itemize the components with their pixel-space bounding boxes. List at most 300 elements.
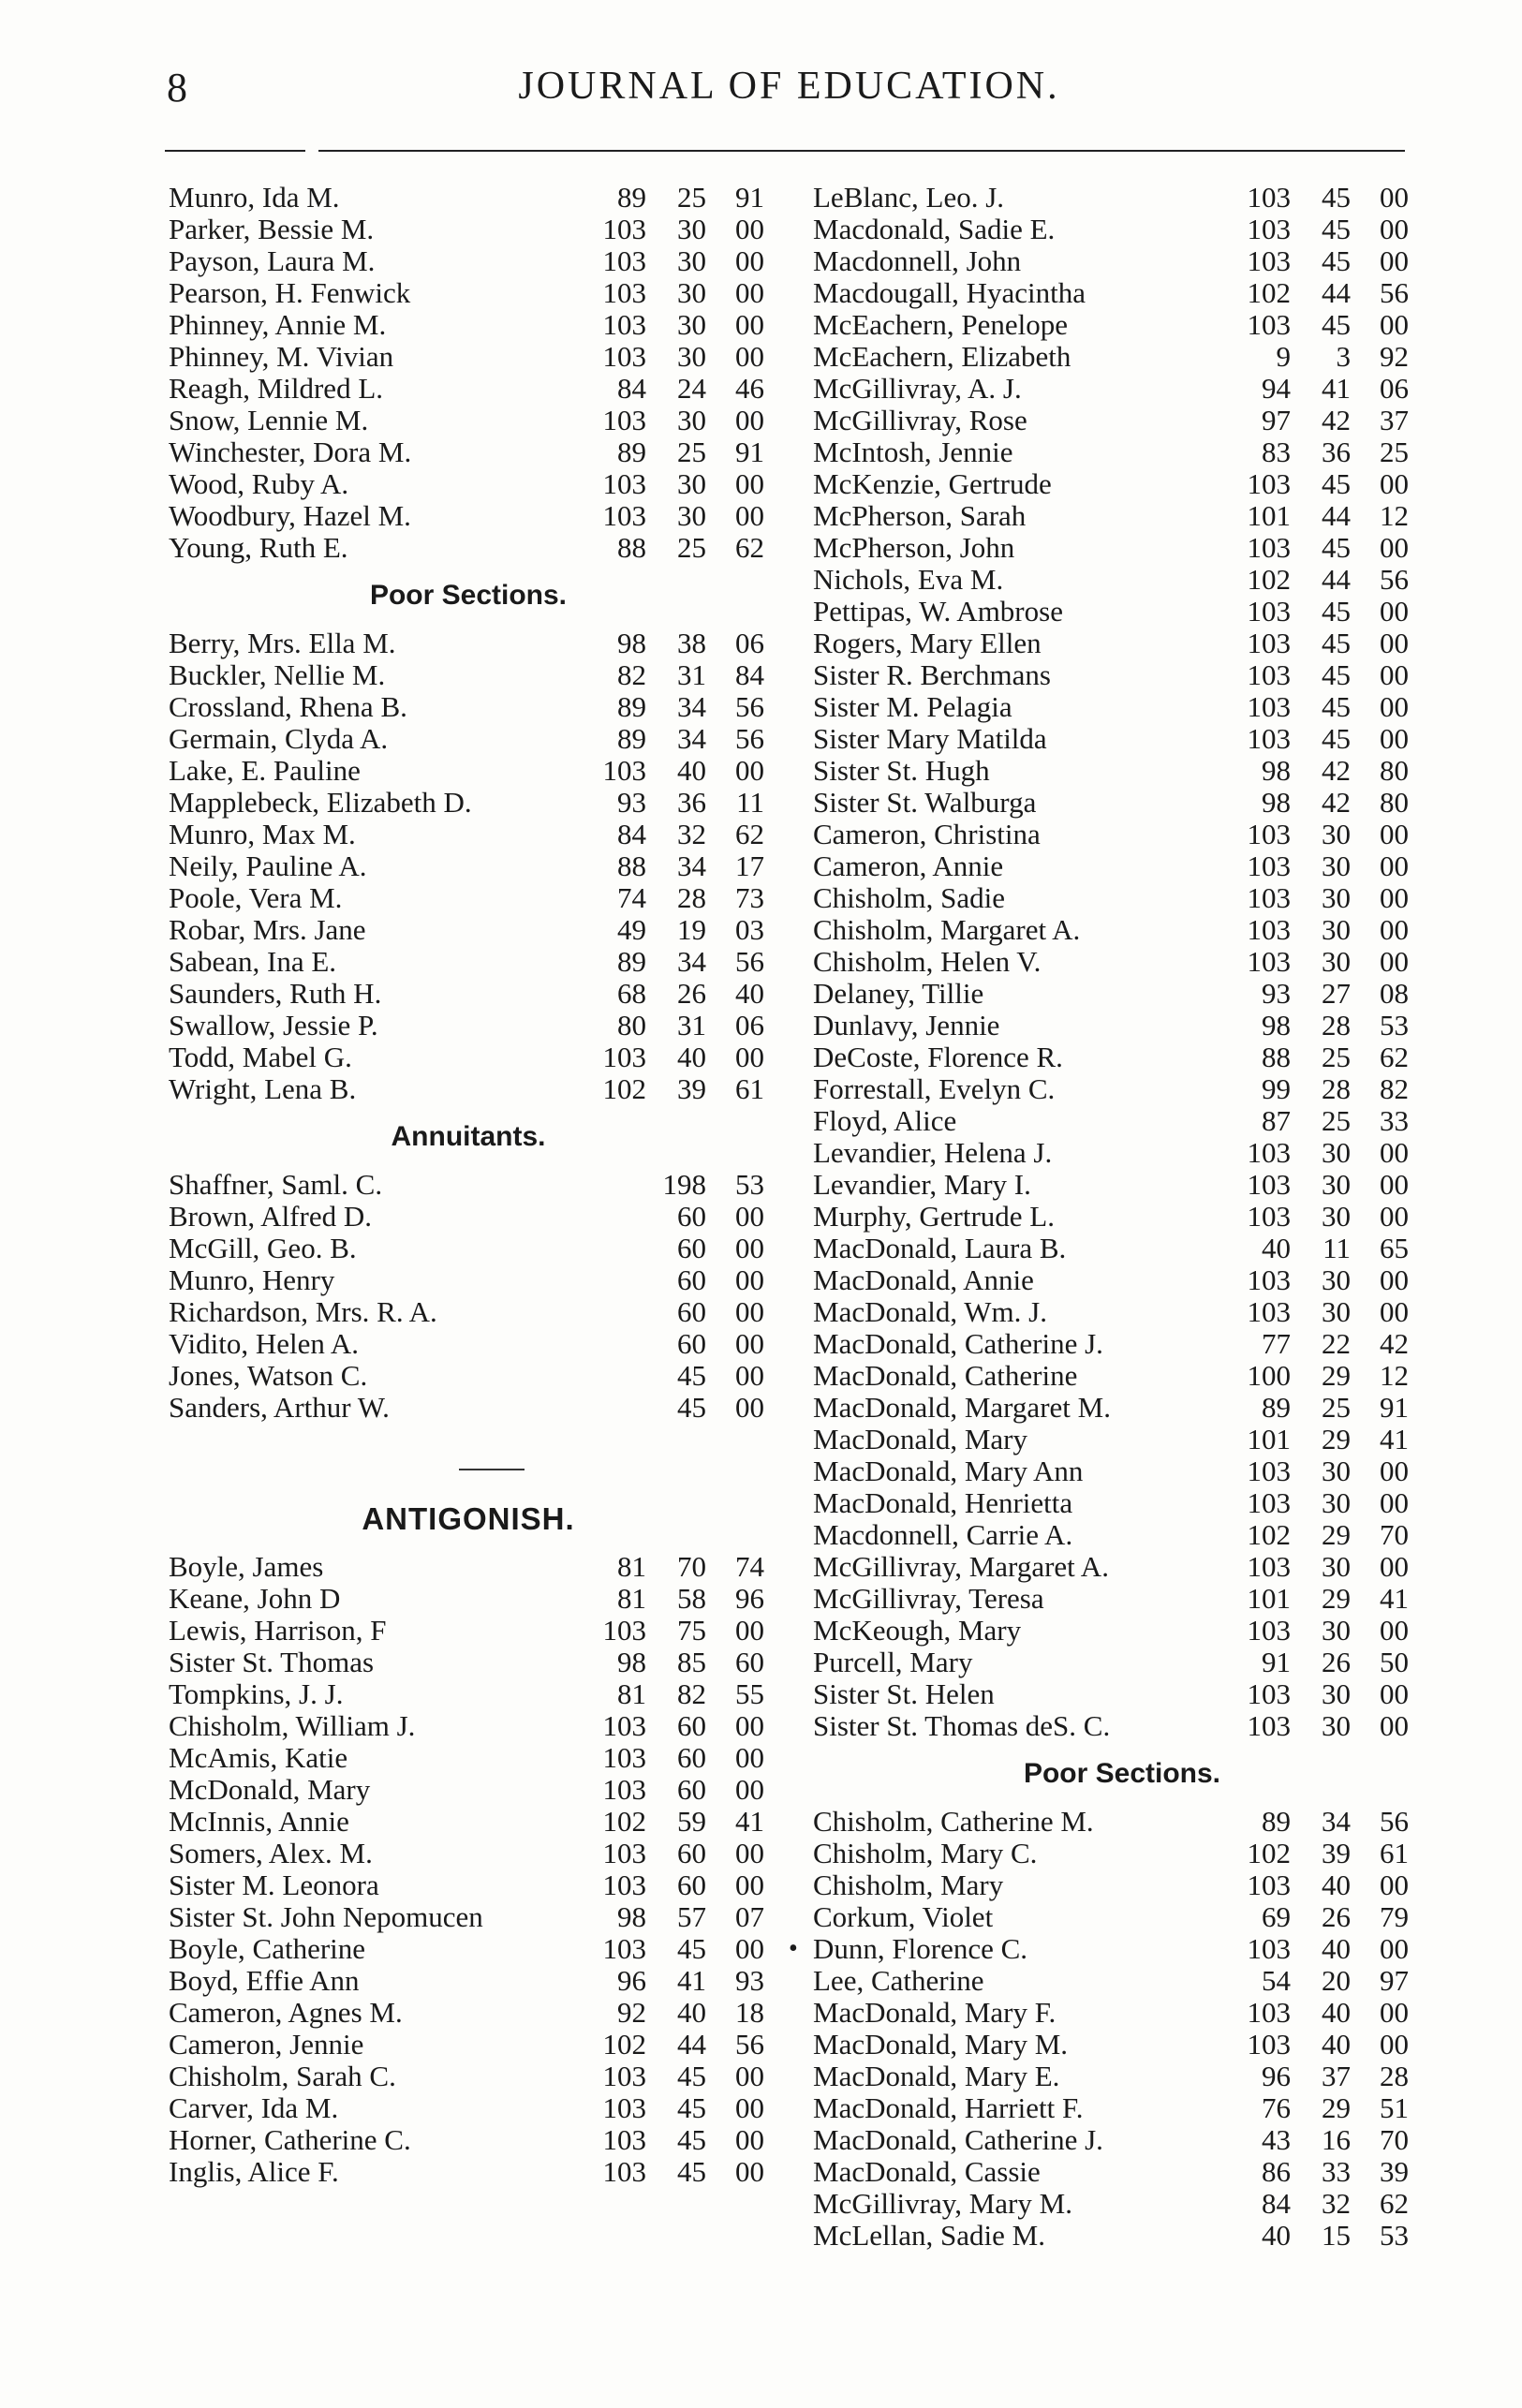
table-row	[813, 182, 1431, 214]
entry-value-2: 30	[677, 308, 706, 341]
table-row	[169, 1997, 768, 2029]
table-row	[169, 819, 768, 850]
entry-value-1: 102	[602, 1072, 646, 1105]
table-row	[813, 1806, 1431, 1838]
entry-name: McGillivray, Margaret A.	[813, 1550, 1109, 1583]
entry-name: Sister St. Thomas deS. C.	[813, 1709, 1111, 1742]
entry-value-1: 103	[602, 1614, 646, 1647]
entry-value-2: 45	[677, 1359, 706, 1392]
entry-value-3: 00	[735, 1200, 764, 1233]
entry-value-1: 89	[1262, 1805, 1291, 1838]
entry-value-1: 77	[1262, 1327, 1291, 1360]
entry-name: Cameron, Jennie	[169, 2028, 364, 2061]
entry-value-3: 00	[735, 2060, 764, 2092]
entry-name: Jones, Watson C.	[169, 1359, 368, 1392]
entry-name: Reagh, Mildred L.	[169, 372, 384, 405]
entry-value-3: 00	[735, 1773, 764, 1806]
entry-value-3: 03	[735, 913, 764, 946]
entry-value-3: 00	[1380, 308, 1409, 341]
entry-value-3: 82	[1380, 1072, 1409, 1105]
entry-name: Sister St. Helen	[813, 1677, 995, 1710]
entry-value-3: 00	[1380, 849, 1409, 882]
table-row	[813, 1551, 1431, 1583]
entry-value-1: 103	[602, 2123, 646, 2156]
entry-value-3: 06	[1380, 372, 1409, 405]
entry-value-1: 103	[602, 1741, 646, 1774]
entry-name: Shaffner, Saml. C.	[169, 1168, 383, 1201]
table-row	[813, 755, 1431, 787]
entry-name: Brown, Alfred D.	[169, 1200, 372, 1233]
entry-value-3: 62	[735, 531, 764, 564]
entry-value-3: 00	[735, 1932, 764, 1965]
entry-name: Macdougall, Hyacintha	[813, 276, 1086, 309]
entry-value-1: 103	[602, 499, 646, 532]
entry-value-3: 00	[1380, 1614, 1409, 1647]
table-row	[813, 1137, 1431, 1169]
entry-value-3: 53	[1380, 2219, 1409, 2252]
entry-name: Wood, Ruby A.	[169, 467, 349, 500]
entry-name: MacDonald, Harriett F.	[813, 2091, 1084, 2124]
entry-name: Poole, Vera M.	[169, 881, 343, 914]
entry-value-1: 103	[1247, 1136, 1291, 1169]
entry-name: MacDonald, Annie	[813, 1263, 1034, 1296]
table-row	[169, 1201, 768, 1233]
entry-value-2: 75	[677, 1614, 706, 1647]
entry-name: Chisholm, Margaret A.	[813, 913, 1081, 946]
table-row	[813, 1233, 1431, 1264]
entry-value-1: 86	[1262, 2155, 1291, 2188]
entry-value-2: 45	[1322, 213, 1351, 245]
entry-value-1: 101	[1247, 1423, 1291, 1455]
entry-name: Cameron, Agnes M.	[169, 1996, 403, 2029]
table-row	[169, 500, 768, 532]
entry-value-2: 30	[1322, 945, 1351, 978]
entry-value-3: 00	[1380, 913, 1409, 946]
table-row	[169, 405, 768, 436]
entry-value-3: 06	[735, 627, 764, 659]
section-heading: Poor Sections.	[369, 580, 568, 611]
table-row	[169, 914, 768, 946]
entry-value-2: 11	[1323, 1232, 1351, 1264]
entry-value-3: 41	[1380, 1423, 1409, 1455]
entry-name: McAmis, Katie	[169, 1741, 348, 1774]
entry-value-2: 45	[1322, 531, 1351, 564]
entry-value-2: 60	[677, 1709, 706, 1742]
entry-value-1: 103	[602, 244, 646, 277]
entry-value-2: 36	[677, 786, 706, 819]
table-row	[169, 1965, 768, 1997]
table-row	[813, 1615, 1431, 1647]
table-row	[169, 436, 768, 468]
entry-name: Phinney, Annie M.	[169, 308, 387, 341]
table-row	[169, 214, 768, 245]
entry-value-1: 89	[617, 181, 646, 214]
entry-name: Sister M. Pelagia	[813, 690, 1012, 723]
entry-name: Young, Ruth E.	[169, 531, 348, 564]
table-row	[169, 468, 768, 500]
entry-name: Nichols, Eva M.	[813, 563, 1004, 596]
entry-value-3: 00	[735, 1837, 764, 1869]
entry-value-3: 00	[735, 1709, 764, 1742]
entry-name: Dunn, Florence C.	[813, 1932, 1028, 1965]
entry-value-2: 40	[677, 1041, 706, 1073]
entry-value-2: 27	[1322, 977, 1351, 1010]
entry-value-2: 85	[677, 1646, 706, 1678]
entry-name: Pettipas, W. Ambrose	[813, 595, 1063, 628]
entry-value-1: 84	[617, 372, 646, 405]
entry-name: Mapplebeck, Elizabeth D.	[169, 786, 472, 819]
entry-value-3: 40	[735, 977, 764, 1010]
entry-name: MacDonald, Catherine J.	[813, 2123, 1103, 2156]
entry-value-1: 98	[1262, 786, 1291, 819]
entry-name: Sister Mary Matilda	[813, 722, 1047, 755]
entry-value-3: 56	[1380, 276, 1409, 309]
entry-value-2: 30	[1322, 913, 1351, 946]
entry-value-2: 44	[1322, 499, 1351, 532]
entry-value-1: 103	[602, 308, 646, 341]
entry-value-2: 39	[677, 1072, 706, 1105]
entry-name: Chisholm, William J.	[169, 1709, 416, 1742]
entry-value-2: 30	[1322, 1295, 1351, 1328]
entry-value-3: 28	[1380, 2060, 1409, 2092]
entry-value-3: 12	[1380, 499, 1409, 532]
entry-value-3: 18	[735, 1996, 764, 2029]
entry-value-3: 00	[735, 2155, 764, 2188]
entry-name: Lee, Catherine	[813, 1964, 984, 1997]
table-row	[813, 2156, 1431, 2188]
entry-value-2: 45	[677, 1932, 706, 1965]
entry-value-1: 103	[1247, 945, 1291, 978]
entry-value-3: 00	[1380, 627, 1409, 659]
entry-name: MacDonald, Catherine	[813, 1359, 1078, 1392]
entry-name: Corkum, Violet	[813, 1900, 994, 1933]
entry-value-2: 30	[1322, 1709, 1351, 1742]
entry-value-2: 33	[1322, 2155, 1351, 2188]
entry-value-2: 60	[677, 1741, 706, 1774]
entry-name: Dunlavy, Jennie	[813, 1009, 1000, 1041]
entry-value-3: 00	[1380, 244, 1409, 277]
entry-value-3: 00	[1380, 1295, 1409, 1328]
entry-value-2: 60	[677, 1200, 706, 1233]
entry-value-3: 00	[735, 404, 764, 436]
entry-value-3: 41	[735, 1805, 764, 1838]
entry-value-2: 25	[1322, 1391, 1351, 1424]
entry-value-3: 00	[1380, 467, 1409, 500]
entry-name: Parker, Bessie M.	[169, 213, 375, 245]
entry-value-2: 30	[1322, 1136, 1351, 1169]
entry-value-3: 11	[736, 786, 764, 819]
entry-value-1: 74	[617, 881, 646, 914]
entry-value-3: 80	[1380, 754, 1409, 787]
table-row	[813, 2029, 1431, 2061]
entry-value-1: 98	[1262, 754, 1291, 787]
table-row	[169, 1392, 768, 1424]
table-row	[813, 2092, 1431, 2124]
entry-value-3: 00	[1380, 1168, 1409, 1201]
entry-name: MacDonald, Mary	[813, 1423, 1027, 1455]
entry-name: Swallow, Jessie P.	[169, 1009, 378, 1041]
entry-value-2: 30	[1322, 1263, 1351, 1296]
entry-value-3: 00	[1380, 1200, 1409, 1233]
entry-value-2: 45	[1322, 467, 1351, 500]
entry-value-3: 56	[735, 690, 764, 723]
table-row	[169, 1678, 768, 1710]
table-row	[169, 1360, 768, 1392]
entry-value-3: 00	[1380, 818, 1409, 850]
entry-value-2: 34	[677, 945, 706, 978]
entry-value-1: 102	[1247, 1518, 1291, 1551]
entry-value-2: 19	[677, 913, 706, 946]
entry-value-2: 37	[1322, 2060, 1351, 2092]
page-number: 8	[167, 65, 187, 111]
entry-value-2: 57	[677, 1900, 706, 1933]
table-row	[169, 755, 768, 787]
entry-value-3: 00	[1380, 2028, 1409, 2061]
entry-name: Sister St. Walburga	[813, 786, 1037, 819]
entry-value-2: 82	[677, 1677, 706, 1710]
section-divider	[169, 1424, 768, 1487]
entry-value-2: 3	[1336, 340, 1351, 373]
entry-value-1: 88	[617, 849, 646, 882]
entry-value-2: 25	[677, 531, 706, 564]
entry-name: Lake, E. Pauline	[169, 754, 361, 787]
table-row	[813, 1328, 1431, 1360]
entry-value-2: 30	[1322, 1486, 1351, 1519]
entry-value-3: 56	[735, 945, 764, 978]
entry-name: Boyd, Effie Ann	[169, 1964, 360, 1997]
entry-name: Woodbury, Hazel M.	[169, 499, 411, 532]
entry-value-3: 00	[735, 1869, 764, 1901]
entry-name: MacDonald, Cassie	[813, 2155, 1041, 2188]
entry-value-2: 40	[1322, 1932, 1351, 1965]
entry-value-3: 62	[1380, 2187, 1409, 2220]
entry-value-2: 30	[677, 213, 706, 245]
entry-value-1: 96	[1262, 2060, 1291, 2092]
table-row	[813, 436, 1431, 468]
table-row	[169, 1583, 768, 1615]
entry-value-1: 81	[617, 1550, 646, 1583]
table-row	[813, 245, 1431, 277]
entry-value-1: 103	[1247, 1168, 1291, 1201]
table-row	[813, 596, 1431, 628]
table-row	[169, 1073, 768, 1105]
table-row	[813, 2061, 1431, 2092]
entry-name: Sanders, Arthur W.	[169, 1391, 390, 1424]
entry-value-3: 00	[735, 276, 764, 309]
entry-value-1: 103	[602, 2060, 646, 2092]
entry-value-1: 103	[602, 2155, 646, 2188]
entry-name: MacDonald, Wm. J.	[813, 1295, 1047, 1328]
entry-name: Wright, Lena B.	[169, 1072, 357, 1105]
right-column	[789, 181, 1431, 2252]
table-row	[813, 1264, 1431, 1296]
entry-name: Sister St. John Nepomucen	[169, 1900, 483, 1933]
table-row	[169, 1551, 768, 1583]
entry-value-1: 103	[1247, 531, 1291, 564]
entry-name: McGillivray, A. J.	[813, 372, 1022, 405]
table-row	[813, 1997, 1431, 2029]
entry-value-1: 81	[617, 1582, 646, 1615]
entry-name: Macdonnell, Carrie A.	[813, 1518, 1073, 1551]
entry-value-1: 103	[602, 340, 646, 373]
table-row	[169, 341, 768, 373]
table-row	[169, 1647, 768, 1678]
header-rule-short	[165, 150, 305, 152]
entry-value-2: 58	[677, 1582, 706, 1615]
table-row	[169, 628, 768, 659]
entry-name: Snow, Lennie M.	[169, 404, 369, 436]
entry-value-1: 93	[1262, 977, 1291, 1010]
entry-value-3: 55	[735, 1677, 764, 1710]
entry-value-2: 32	[677, 818, 706, 850]
entry-value-3: 53	[1380, 1009, 1409, 1041]
entry-value-1: 98	[617, 627, 646, 659]
table-row	[169, 1264, 768, 1296]
entry-name: Chisholm, Mary	[813, 1869, 1004, 1901]
entry-value-2: 30	[677, 340, 706, 373]
entry-value-1: 102	[602, 2028, 646, 2061]
entry-value-2: 30	[677, 499, 706, 532]
entry-value-1: 103	[1247, 213, 1291, 245]
entry-value-1: 103	[1247, 2028, 1291, 2061]
entry-value-2: 29	[1322, 1518, 1351, 1551]
entry-value-1: 102	[1247, 563, 1291, 596]
table-row	[813, 1296, 1431, 1328]
entry-value-3: 62	[735, 818, 764, 850]
table-row	[169, 2092, 768, 2124]
entry-value-1: 102	[602, 1805, 646, 1838]
entry-name: Chisholm, Catherine M.	[813, 1805, 1094, 1838]
entry-value-3: 00	[735, 244, 764, 277]
table-row	[813, 850, 1431, 882]
entry-value-1: 103	[1247, 1455, 1291, 1487]
entry-value-3: 12	[1380, 1359, 1409, 1392]
entry-value-3: 61	[735, 1072, 764, 1105]
entry-value-1: 40	[1262, 1232, 1291, 1264]
entry-name: Vidito, Helen A.	[169, 1327, 360, 1360]
entry-name: McGill, Geo. B.	[169, 1232, 357, 1264]
entry-name: McIntosh, Jennie	[813, 436, 1013, 468]
entry-value-1: 103	[1247, 881, 1291, 914]
entry-value-3: 00	[1380, 1550, 1409, 1583]
entry-value-3: 46	[735, 372, 764, 405]
table-row	[813, 882, 1431, 914]
entry-value-1: 76	[1262, 2091, 1291, 2124]
entry-value-1: 103	[1247, 1869, 1291, 1901]
entry-value-1: 91	[1262, 1646, 1291, 1678]
entry-name: MacDonald, Mary M.	[813, 2028, 1069, 2061]
entry-value-3: 00	[735, 1041, 764, 1073]
entry-value-1: 87	[1262, 1104, 1291, 1137]
entry-name: Crossland, Rhena B.	[169, 690, 407, 723]
entry-value-2: 44	[1322, 563, 1351, 596]
entry-name: Levandier, Helena J.	[813, 1136, 1053, 1169]
entry-value-2: 25	[677, 436, 706, 468]
entry-value-1: 103	[1247, 1550, 1291, 1583]
entry-value-3: 51	[1380, 2091, 1409, 2124]
entry-value-1: 103	[602, 404, 646, 436]
entry-value-3: 33	[1380, 1104, 1409, 1137]
entry-value-1: 49	[617, 913, 646, 946]
entry-name: Purcell, Mary	[813, 1646, 973, 1678]
entry-name: Cameron, Christina	[813, 818, 1041, 850]
entry-value-1: 103	[1247, 244, 1291, 277]
entry-value-3: 62	[1380, 1041, 1409, 1073]
entry-value-2: 30	[677, 404, 706, 436]
section-heading: Annuitants.	[391, 1121, 546, 1152]
table-row	[813, 277, 1431, 309]
entry-name: Chisholm, Mary C.	[813, 1837, 1038, 1869]
entry-value-3: 91	[1380, 1391, 1409, 1424]
entry-value-3: 56	[1380, 563, 1409, 596]
table-row	[169, 1041, 768, 1073]
entry-value-2: 29	[1322, 1423, 1351, 1455]
entry-value-2: 28	[677, 881, 706, 914]
entry-value-1: 54	[1262, 1964, 1291, 1997]
entry-value-2: 39	[1322, 1837, 1351, 1869]
table-row	[169, 1010, 768, 1041]
entry-value-3: 00	[1380, 722, 1409, 755]
entry-value-1: 103	[1247, 1614, 1291, 1647]
table-row	[813, 2124, 1431, 2156]
entry-name: DeCoste, Florence R.	[813, 1041, 1063, 1073]
entry-value-1: 9	[1276, 340, 1291, 373]
entry-value-2: 45	[1322, 595, 1351, 628]
section-heading: Poor Sections.	[1023, 1758, 1221, 1789]
table-row	[169, 2156, 768, 2188]
entry-value-1: 98	[617, 1900, 646, 1933]
entry-value-2: 40	[677, 1996, 706, 2029]
entry-value-2: 44	[677, 2028, 706, 2061]
entry-name: Inglis, Alice F.	[169, 2155, 339, 2188]
entry-value-3: 53	[735, 1168, 764, 1201]
table-row	[813, 1678, 1431, 1710]
entry-value-1: 103	[1247, 690, 1291, 723]
entry-value-2: 45	[1322, 244, 1351, 277]
entry-value-1: 103	[1247, 1932, 1291, 1965]
table-row	[169, 787, 768, 819]
table-row	[169, 1869, 768, 1901]
table-row	[169, 277, 768, 309]
entry-value-2: 60	[677, 1773, 706, 1806]
entry-name: Robar, Mrs. Jane	[169, 913, 366, 946]
entry-value-3: 56	[735, 722, 764, 755]
entry-value-1: 103	[1247, 1200, 1291, 1233]
entry-value-2: 32	[1322, 2187, 1351, 2220]
entry-value-1: 89	[617, 722, 646, 755]
table-row	[813, 628, 1431, 659]
entry-name: McPherson, Sarah	[813, 499, 1027, 532]
entry-name: Todd, Mabel G.	[169, 1041, 352, 1073]
entry-value-1: 89	[617, 945, 646, 978]
entry-value-2: 60	[677, 1837, 706, 1869]
entry-name: Richardson, Mrs. R. A.	[169, 1295, 437, 1328]
entry-value-3: 00	[735, 340, 764, 373]
bullet-mark: •	[789, 1934, 798, 1963]
entry-value-2: 34	[677, 690, 706, 723]
entry-name: Carver, Ida M.	[169, 2091, 339, 2124]
table-row	[813, 1710, 1431, 1742]
table-row	[813, 405, 1431, 436]
entry-value-3: 00	[1380, 658, 1409, 691]
header-rule-long	[318, 150, 1405, 152]
entry-value-2: 42	[1322, 786, 1351, 819]
table-row	[813, 373, 1431, 405]
table-row	[169, 1901, 768, 1933]
entry-value-1: 43	[1262, 2123, 1291, 2156]
entry-name: Keane, John D	[169, 1582, 341, 1615]
entry-value-2: 38	[677, 627, 706, 659]
